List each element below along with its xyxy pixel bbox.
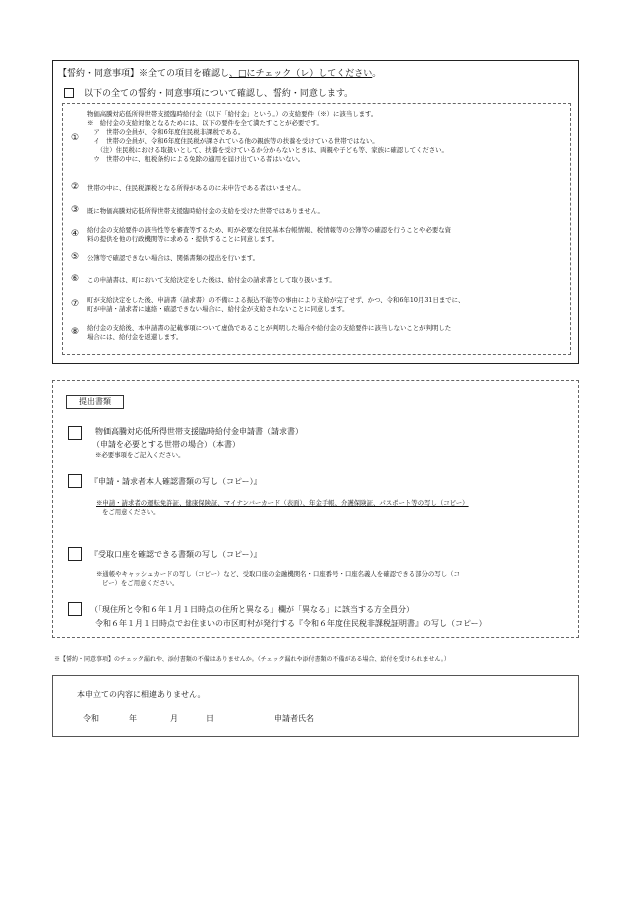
doc-4-checkbox[interactable] bbox=[68, 602, 82, 616]
doc-1-label: 物価高騰対応低所得世帯支援臨時給付金申請書（請求書） bbox=[95, 427, 303, 436]
date-era-label: 令和 bbox=[83, 714, 99, 723]
agree-all-label: 以下の全ての誓約・同意事項について確認し、誓約・同意します。 bbox=[84, 89, 354, 99]
doc-2-note-cont: をご用意ください。 bbox=[102, 508, 160, 516]
agree-all-checkbox[interactable] bbox=[64, 88, 74, 98]
doc-1-note: ※必要事項をご記入ください。 bbox=[95, 451, 185, 459]
declaration-text: 本申立ての内容に相違ありません。 bbox=[77, 690, 206, 699]
doc-2-note: ※申請・請求者の運転免許証、健康保険証、マイナンバーカード（表面）、年金手帳、介護保険証、パスポート等の写し（コピー） bbox=[96, 499, 469, 507]
doc-2-label: 『申請・請求者本人確認書類の写し（コピー）』 bbox=[90, 477, 262, 486]
applicant-name-label: 申請者氏名 bbox=[274, 714, 314, 723]
doc-3-note: ※通帳やキャッシュカードの写し（コピー）など、受取口座の金融機関名・口座番号・口座名義人を確認できる部分の写し（コ bbox=[96, 570, 460, 578]
doc-4-sublabel: 令和６年１月１日時点でお住まいの市区町村が発行する『令和６年度住民税非課税証明書』の写し（コピー） bbox=[95, 619, 487, 628]
doc-2-checkbox[interactable] bbox=[68, 474, 82, 488]
date-year-label: 年 bbox=[129, 714, 137, 723]
declaration-box bbox=[52, 675, 579, 737]
checklist-note: ※【誓約・同意事項】のチェック漏れや、添付書類の不備はありませんか。（チェック漏れや添付書類の不備がある場合、給付を受けられません。） bbox=[54, 656, 450, 663]
doc-1-checkbox[interactable] bbox=[68, 426, 82, 440]
doc-3-label: 『受取口座を確認できる書類の写し（コピー）』 bbox=[90, 550, 262, 559]
pledge-items-box: ① 物価高騰対応低所得世帯支援臨時給付金（以下「給付金」という。）の支給要件（※）に該当します。 ※ 給付金の支給対象となるためには、以下の要件を全て満たすことが必要です。 ア 世帯の全員が、令和6年度住民税非課税である。 イ 世帯の全員が、令和6年度住民税が課されている他の親族等の扶養を受けている世帯ではない。 （注）住民税における取扱いとして、扶養を受けているか分からないときは、両親や子ども等、家族に確認してください。 ウ 世帯の中に、租税条約による免除の適用を届け出ている者はいない。 ② 世帯の中に、住民税課税となる所得があるのに未申告である者はいません。 ③ 既に物価高騰対応低所得世帯支援臨時給付金の支給を受けた世帯ではありません。 ④ 給付金の支給要件の該当性等を審査等するため、町が必要な住民基本台帳情報、税情報等の公簿等の確認を行うことや必要な資 料の提供を他の行政機関等に求める・提供することに同意します。 ⑤ 公簿等で確認できない場合は、関係書類の提出を行います。 ⑥ この申請書は、町において支給決定をした後は、給付金の請求書として取り扱います。 ⑦ 町が支給決定をした後、申請書（請求書）の不備による振込不能等の事由により支給が完了せず、かつ、令和6年10月31日までに、 町が申請・請求者に連絡・確認できない場合に、給付金が支給されないことに同意します。 ⑧ 給付金の支給後、本申請書の記載事項について虚偽であることが判明した場合や給付金の支給要件に該当しないことが判明した 場合には、給付金を返還します。 bbox=[62, 103, 571, 355]
documents-tab-label: 提出書類 bbox=[66, 395, 124, 409]
pledge-heading: 【誓約・同意事項】※全ての項目を確認し、□にチェック（レ）してください。 bbox=[58, 69, 382, 79]
date-month-label: 月 bbox=[170, 714, 178, 723]
doc-1-sublabel: （申請を必要とする世帯の場合）（本書） bbox=[92, 440, 240, 449]
doc-3-note-cont: ピー）をご用意ください。 bbox=[102, 579, 179, 587]
agree-all-row[interactable] bbox=[64, 86, 353, 99]
doc-3-checkbox[interactable] bbox=[68, 547, 82, 561]
doc-4-label: （「現住所と令和６年１月１日時点の住所と異なる」欄が「異なる」に該当する方全員分） bbox=[90, 605, 414, 614]
date-day-label: 日 bbox=[206, 714, 214, 723]
